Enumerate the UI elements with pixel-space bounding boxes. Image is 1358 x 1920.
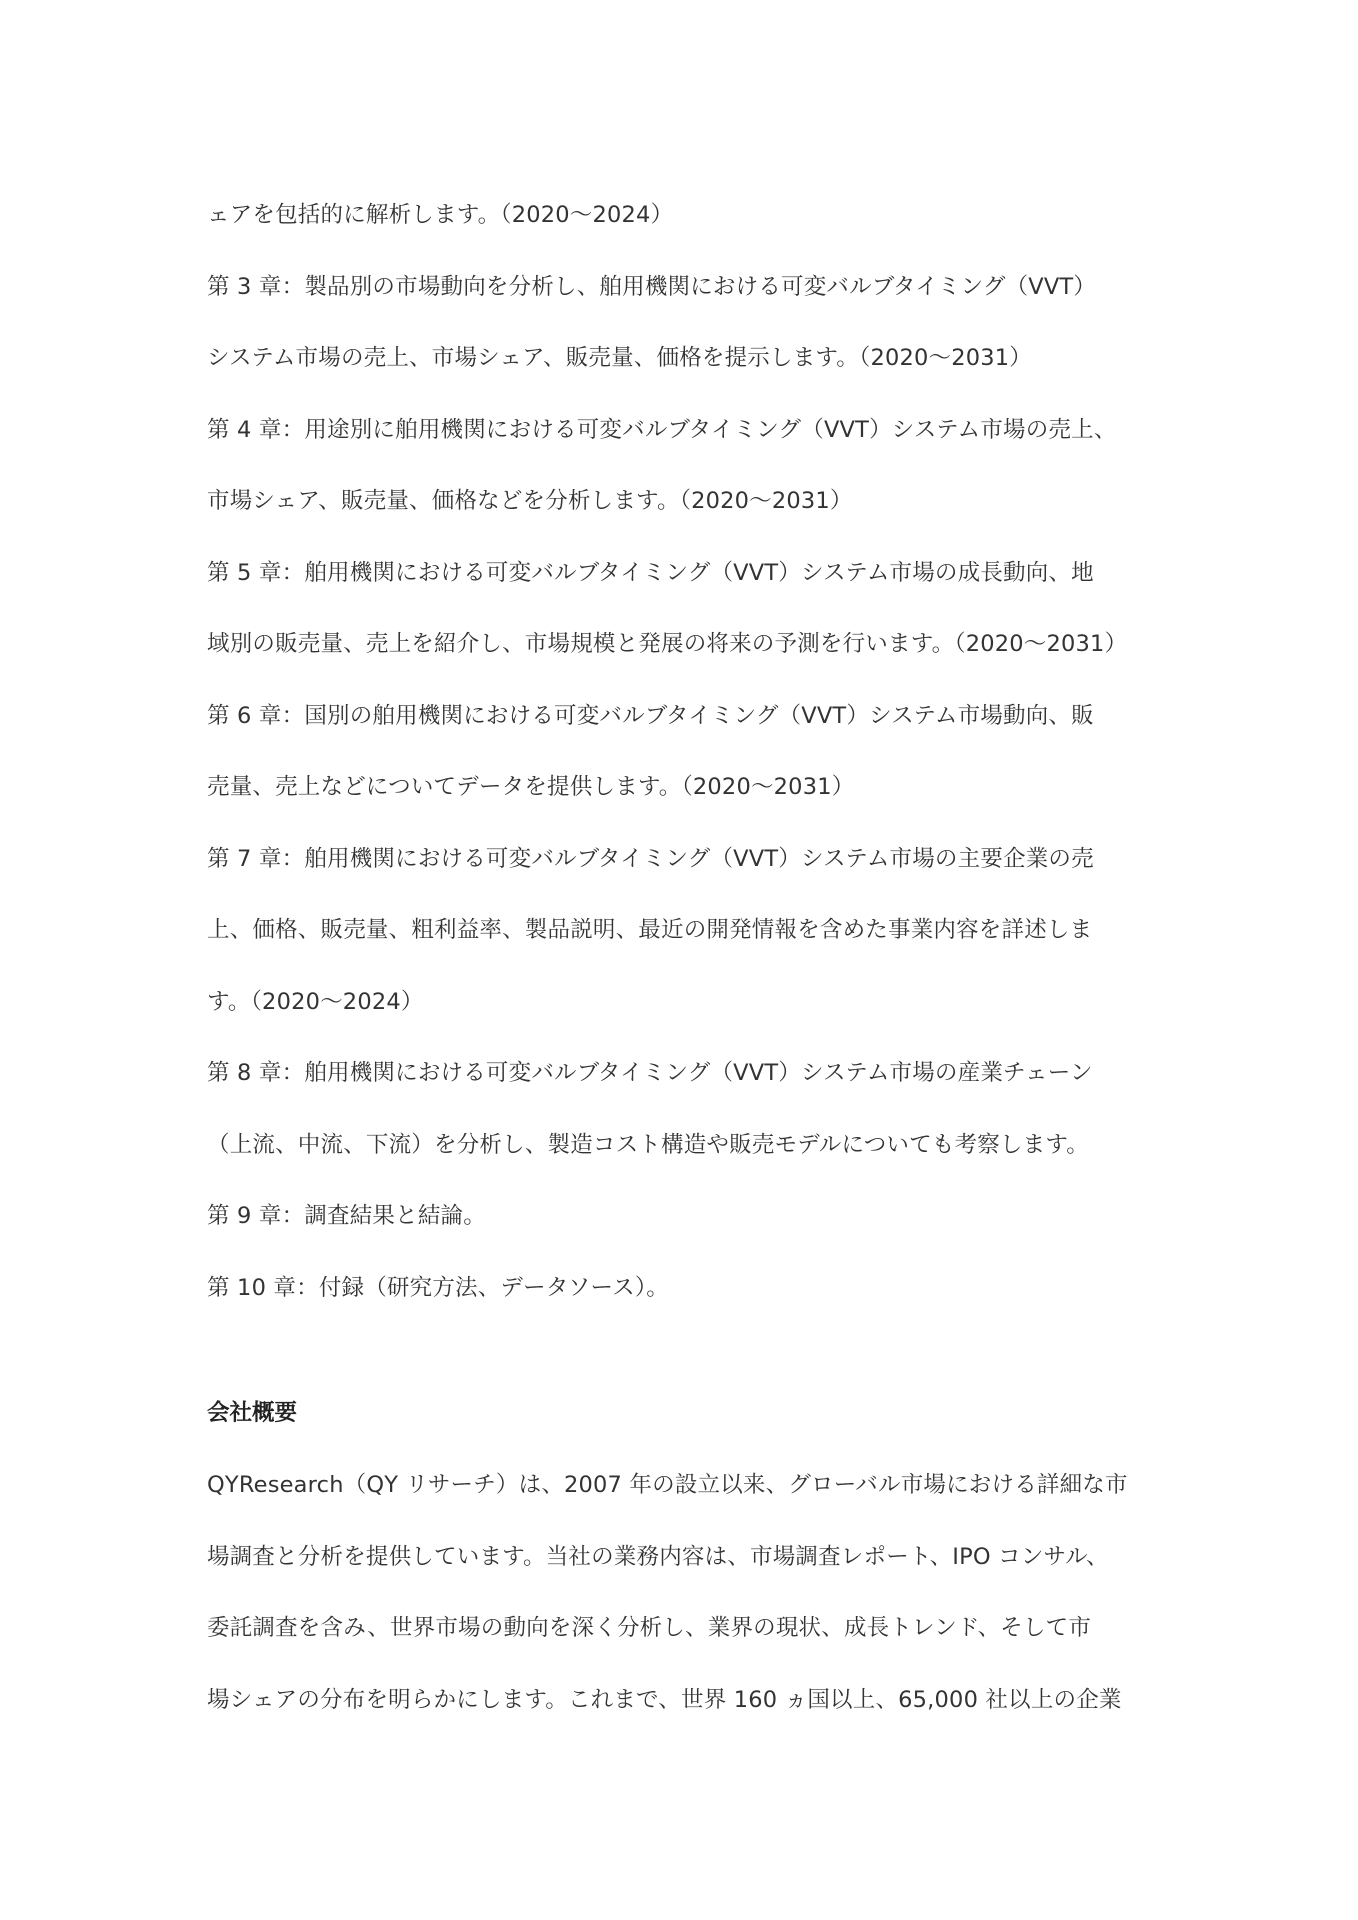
chapter-line: 第 9 章：調査結果と結論。 [207, 1203, 486, 1229]
chapter-line: 第 3 章：製品別の市場動向を分析し、舶用機関における可変バルブタイミング（VVT） [207, 273, 1097, 300]
company-line: 場シェアの分布を明らかにします。これまで、世界 160 ヵ国以上、65,000 社以上の企業 [207, 1686, 1122, 1713]
company-line: 委託調査を含み、世界市場の動向を深く分析し、業界の現状、成長トレンド、そして市 [207, 1615, 1092, 1641]
company-overview-heading: 会社概要 [207, 1400, 298, 1426]
chapter-line: 第 5 章：舶用機関における可変バルブタイミング（VVT）システム市場の成長動向、地 [207, 559, 1094, 586]
chapter-line: す。（2020～2024） [207, 988, 424, 1015]
chapters-section [207, 180, 1167, 1324]
chapter-line: 第 10 章：付録（研究方法、データソース）。 [207, 1274, 669, 1301]
chapter-line: ェアを包括的に解析します。（2020～2024） [207, 202, 674, 228]
chapter-line: システム市場の売上、市場シェア、販売量、価格を提示します。（2020～2031） [207, 345, 1032, 371]
chapter-line: （上流、中流、下流）を分析し、製造コスト構造や販売モデルについても考察します。 [207, 1131, 1089, 1158]
chapter-line: 第 8 章：舶用機関における可変バルブタイミング（VVT）システム市場の産業チェーン [207, 1060, 1093, 1086]
chapter-line: 市場シェア、販売量、価格などを分析します。（2020～2031） [207, 488, 853, 514]
chapter-line: 域別の販売量、売上を紹介し、市場規模と発展の将来の予測を行います。（2020～2031） [207, 631, 1128, 657]
chapter-line: 上、価格、販売量、粗利益率、製品説明、最近の開発情報を含めた事業内容を詳述しま [207, 917, 1093, 943]
chapter-line: 第 7 章：舶用機関における可変バルブタイミング（VVT）システム市場の主要企業の売 [207, 845, 1094, 872]
chapter-line: 第 6 章：国別の舶用機関における可変バルブタイミング（VVT）システム市場動向、販 [207, 702, 1094, 729]
chapter-line: 売量、売上などについてデータを提供します。（2020～2031） [207, 774, 855, 800]
company-line: QYResearch（QY リサーチ）は、2007 年の設立以来、グローバル市場における詳細な市 [207, 1472, 1128, 1498]
chapter-line: 第 4 章：用途別に舶用機関における可変バルブタイミング（VVT）システム市場の売上、 [207, 416, 1117, 443]
company-overview-section [207, 1450, 1167, 1736]
company-line: 場調査と分析を提供しています。当社の業務内容は、市場調査レポート、IPO コンサル、 [207, 1543, 1109, 1570]
